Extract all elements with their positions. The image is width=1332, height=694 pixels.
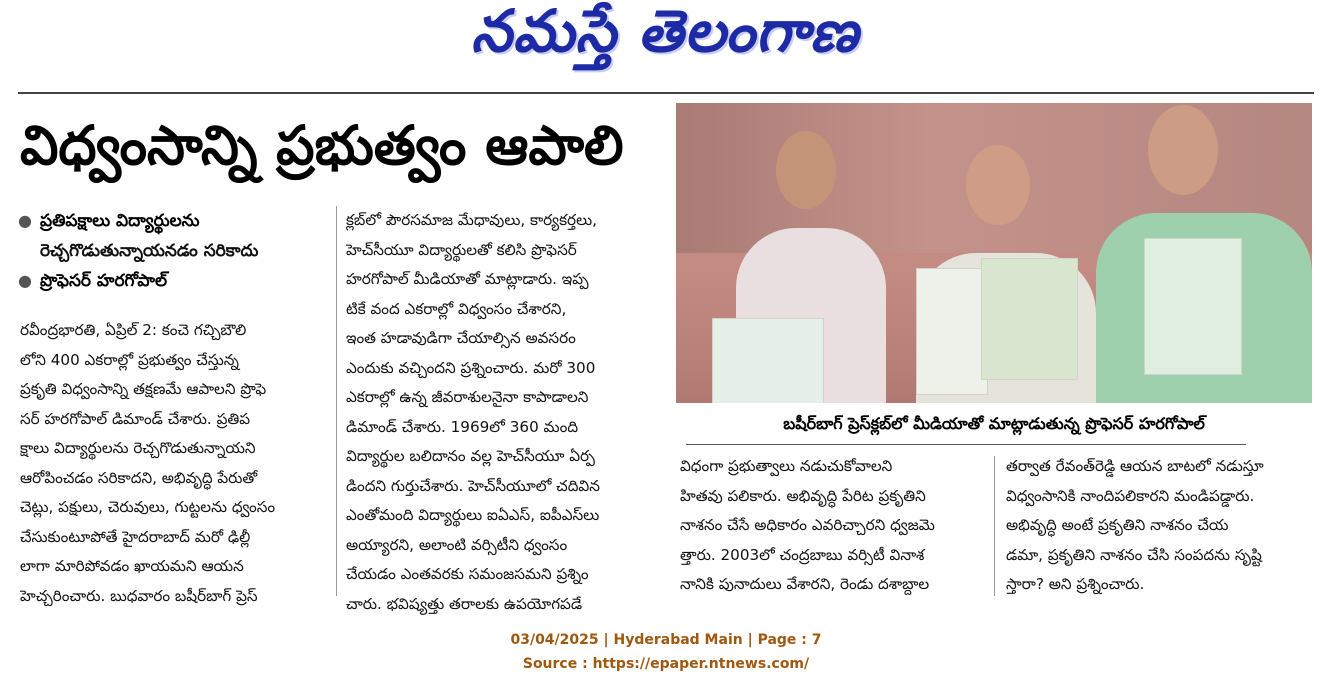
column-divider (994, 456, 995, 596)
body-line: అయ్యారని, అలాంటి వర్సిటీని ధ్వంసం (346, 535, 568, 554)
body-line: చారు. భవిష్యత్తు తరాలకు ఉపయోగపడే (346, 594, 583, 613)
bullet-icon: ● (18, 211, 32, 230)
caption-divider (686, 444, 1246, 445)
body-line: చేసుకుంటూపోతే హైదరాబాద్ మరో ఢిల్లీ (20, 527, 251, 546)
body-line: డిమాండ్ చేశారు. 1969లో 360 మంది (346, 417, 579, 436)
body-line: హితవు పలికారు. అభివృద్ధి పేరిట ప్రకృతిని (680, 486, 926, 505)
body-line: టికే వంద ఎకరాల్లో విధ్వంసం చేశారని, (346, 299, 567, 318)
highlight-text: ప్రొఫెసర్ హరగోపాల్ (40, 271, 168, 291)
masthead-title: నమస్తే తెలంగాణ (471, 0, 859, 65)
body-line: విధంగా ప్రభుత్వాలు నడుచుకోవాలని (680, 457, 893, 475)
report-booklet (712, 318, 824, 403)
body-line: సర్ హరగోపాల్ డిమాండ్ చేశారు. ప్రతిప (20, 409, 251, 428)
body-line: క్లబ్‌లో పౌరసమాజ మేధావులు, కార్యకర్తలు, (346, 211, 597, 229)
body-line: ఇంత హడావుడిగా చేయాల్సిన అవసరం (346, 329, 576, 347)
body-line: క్షాలు విద్యార్థులను రెచ్చగొడుతున్నాయని (20, 439, 256, 457)
highlight-text-continued: రెచ్చగొడుతున్నాయనడం సరికాదు (40, 241, 259, 261)
footer-edition-info (0, 632, 1332, 648)
footer-source (0, 656, 1332, 672)
body-line: విద్యార్థుల బలిదానం వల్ల హెచ్‌సీయూ ఏర్ప (346, 447, 595, 465)
body-line: లాగా మారిపోవడం ఖాయమని ఆయన (20, 557, 244, 575)
body-line: హరగోపాల్ మీడియాతో మాట్లాడారు. ఇప్ప (346, 270, 589, 288)
press-photo (676, 103, 1312, 403)
body-line: నాశనం చేసే అధికారం ఎవరిచ్చారని ధ్వజమె (680, 516, 935, 534)
body-line: హెచ్చరించారు. బుధవారం బషీర్‌బాగ్ ప్రెస్ (20, 586, 258, 605)
body-line: ఆరోపించడం సరికాదని, అభివృద్ధి పేరుతో (20, 468, 258, 487)
body-line: డిందని గుర్తుచేశారు. హెచ్‌సీయూలో చదివిన (346, 476, 600, 495)
bullet-icon: ● (18, 271, 32, 290)
article-column-1 (20, 316, 326, 611)
body-line: డమా, ప్రకృతిని నాశనం చేసి సంపదను సృష్టి (1006, 545, 1262, 564)
body-line: తర్వాత రేవంత్‌రెడ్డి ఆయన బాటలో నడుస్తూ (1006, 457, 1264, 475)
article-highlights (18, 206, 348, 296)
body-line: ప్రకృతి విధ్వంసాన్ని తక్షణమే ఆపాలని ప్రొఫె (20, 380, 267, 398)
article-column-3 (680, 452, 982, 600)
column-divider (336, 206, 337, 596)
body-line: నానికి పునాదులు వేశారని, రెండు దశాబ్దాల (680, 575, 930, 593)
article-headline: విధ్వంసాన్ని ప్రభుత్వం ఆపాలి (20, 114, 624, 177)
head-right (1148, 105, 1218, 195)
photo-caption: బషీర్‌బాగ్ ప్రెస్‌క్లబ్‌లో మీడియాతో మాట్లాడుతున్న ప్రొఫెసర్ హరగోపాల్ (783, 414, 1205, 433)
highlight-item (18, 266, 348, 296)
edition-line: 03/04/2025 | Hyderabad Main | Page : 7 (510, 632, 822, 648)
body-line: త్తారు. 2003లో చంద్రబాబు వర్సిటీ వినాశ (680, 545, 925, 564)
report-booklet (916, 268, 988, 395)
highlight-text: ప్రతిపక్షాలు విద్యార్థులను (40, 211, 200, 231)
body-line: ఎకరాల్లో ఉన్న జీవరాశులనైనా కాపాడాలని (346, 388, 589, 406)
head-middle (966, 145, 1030, 225)
body-line: రవీంద్రభారతి, ఏప్రిల్ 2: కంచె గచ్చిబౌలి (20, 321, 247, 339)
source-link[interactable]: Source : https://epaper.ntnews.com/ (522, 656, 810, 672)
article-column-4 (1006, 452, 1312, 600)
header-divider (18, 92, 1314, 94)
body-line: ఎంతోమంది విద్యార్థులు ఐఏఎస్, ఐపీఎస్‌లు (346, 506, 600, 524)
body-line: విధ్వంసానికి నాందిపలికారని మండిపడ్డారు. (1006, 486, 1255, 505)
body-line: ఎందుకు వచ్చిందని ప్రశ్నించారు. మరో 300 (346, 358, 596, 377)
body-line: అభివృద్ధి అంటే ప్రకృతిని నాశనం చేయ (1006, 516, 1229, 534)
body-line: లోని 400 ఎకరాల్లో ప్రభుత్వం చేస్తున్న (20, 350, 239, 369)
masthead-logo (440, 2, 890, 74)
report-booklet (981, 258, 1078, 380)
head-left (776, 131, 836, 209)
body-line: చేయడం ఎంతవరకు సమంజసమని ప్రశ్నిం (346, 565, 589, 583)
body-line: చెట్లు, పక్షులు, చెరువులు, గుట్టలను ధ్వంసం (20, 498, 276, 516)
body-line: స్తారా? అని ప్రశ్నించారు. (1006, 575, 1145, 593)
body-line: హెచ్‌సీయూ విద్యార్థులతో కలిసి ప్రొఫెసర్ (346, 240, 577, 259)
report-booklet (1144, 238, 1242, 375)
article-column-2 (346, 206, 652, 619)
highlight-item (18, 206, 348, 236)
